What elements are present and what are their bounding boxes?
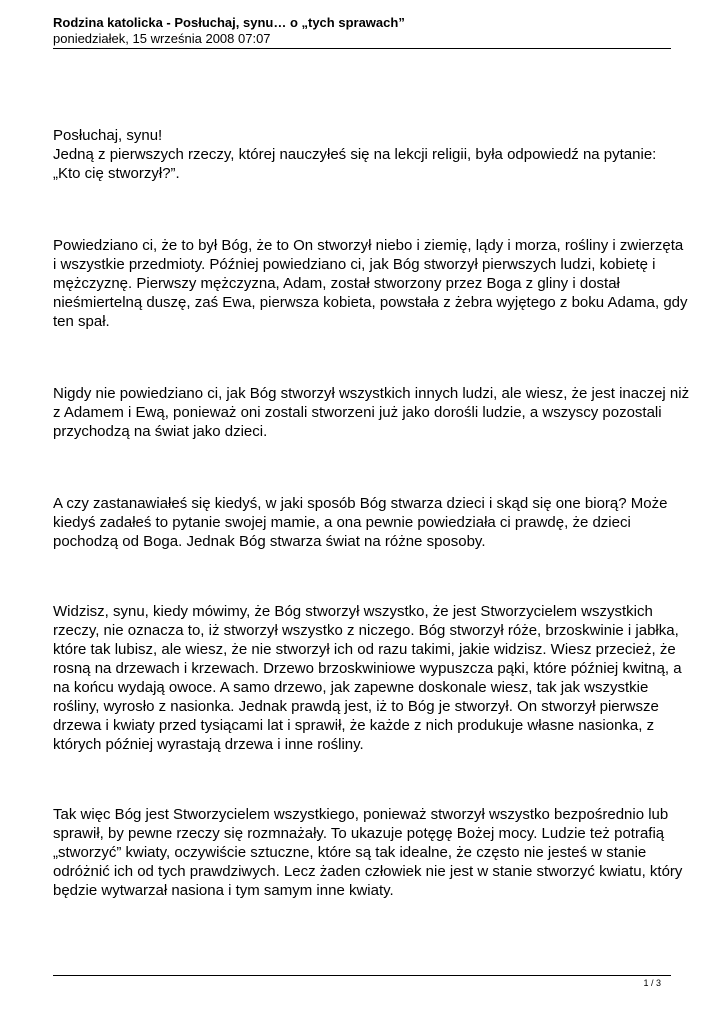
- page-number: 1 / 3: [643, 978, 661, 988]
- text-line: z Adamem i Ewą, ponieważ oni zostali stworzeni już jako dorośli ludzie, a wszyscy pozostali: [53, 404, 662, 421]
- document-date: poniedziałek, 15 września 2008 07:07: [53, 31, 271, 46]
- paragraph-4: [53, 494, 675, 551]
- text-line: na końcu wydają owoce. A samo drzewo, jak zapewne doskonale wiesz, tak jak wszystkie: [53, 679, 649, 696]
- text-line: przychodzą na świat jako dzieci.: [53, 423, 268, 440]
- text-line: będzie wytwarzał nasiona i tym samym inne kwiaty.: [53, 882, 394, 899]
- text-line: Nigdy nie powiedziano ci, jak Bóg stworzył wszystkich innych ludzi, ale wiesz, że jest inaczej niż: [53, 385, 690, 402]
- text-line: Widzisz, synu, kiedy mówimy, że Bóg stworzył wszystko, że jest Stworzycielem wszystkich: [53, 603, 653, 620]
- text-line: ten spał.: [53, 313, 110, 330]
- footer-divider: [53, 975, 671, 976]
- text-line: Posłuchaj, synu!: [53, 127, 163, 144]
- paragraph-5: [53, 602, 682, 754]
- paragraph-1: [53, 126, 675, 183]
- document-title: Rodzina katolicka - Posłuchaj, synu… o „tych sprawach”: [53, 15, 405, 30]
- text-line: Powiedziano ci, że to był Bóg, że to On stworzył niebo i ziemię, lądy i morza, rośliny i zwierzęta: [53, 237, 684, 254]
- text-line: Jedną z pierwszych rzeczy, której nauczyłeś się na lekcji religii, była odpowiedź na pytanie:: [53, 146, 657, 163]
- text-line: drzewa i kwiaty przed tysiącami lat i sprawił, że każde z nich produkuje własne nasionka, z: [53, 717, 655, 734]
- text-line: pochodzą od Boga. Jednak Bóg stwarza świat na różne sposoby.: [53, 533, 486, 550]
- paragraph-3: [53, 384, 690, 441]
- header-divider: [53, 48, 671, 49]
- text-line: odróżnić ich od tych prawdziwych. Lecz żaden człowiek nie jest w stanie stworzyć kwiatu, który: [53, 863, 683, 880]
- text-line: „Kto cię stworzył?”.: [53, 165, 180, 182]
- paragraph-6: [53, 805, 683, 900]
- text-line: mężczyznę. Pierwszy mężczyzna, Adam, został stworzony przez Boga z gliny i dostał: [53, 275, 620, 292]
- text-line: nieśmiertelną duszę, zaś Ewa, pierwsza kobieta, powstała z żebra wyjętego z boku Adama, gdy: [53, 294, 688, 311]
- paragraph-2: [53, 236, 688, 331]
- text-line: kiedyś zadałeś to pytanie swojej mamie, a ona pewnie powiedziała ci prawdę, że dzieci: [53, 514, 631, 531]
- text-line: rosną na drzewach i krzewach. Drzewo brzoskwiniowe wypuszcza pąki, które później kwitną, a: [53, 660, 682, 677]
- text-line: których później wyrastają drzewa i inne rośliny.: [53, 736, 364, 753]
- text-line: A czy zastanawiałeś się kiedyś, w jaki sposób Bóg stwarza dzieci i skąd się one biorą? Może: [53, 495, 668, 512]
- text-line: i wszystkie przedmioty. Później powiedziano ci, jak Bóg stworzył pierwszych ludzi, kobietę i: [53, 256, 656, 273]
- text-line: rośliny, wyrosło z nasionka. Jednak prawdą jest, iż to Bóg je stworzył. On stworzył pierwsze: [53, 698, 659, 715]
- text-line: Tak więc Bóg jest Stworzycielem wszystkiego, ponieważ stworzył wszystko bezpośrednio lub: [53, 806, 669, 823]
- text-line: które tak lubisz, ale wiesz, że nie stworzył ich od razu takimi, jakie widzisz. Wiesz przecież, że: [53, 641, 676, 658]
- text-line: rzeczy, nie oznacza to, iż stworzył wszystko z niczego. Bóg stworzył róże, brzoskwinie i jabłka,: [53, 622, 679, 639]
- text-line: „stworzyć” kwiaty, oczywiście sztuczne, które są tak idealne, że często nie jesteś w stanie: [53, 844, 647, 861]
- document-header: [53, 14, 671, 47]
- text-line: sprawił, by pewne rzeczy się rozmnażały. To ukazuje potęgę Bożej mocy. Ludzie też potrafią: [53, 825, 665, 842]
